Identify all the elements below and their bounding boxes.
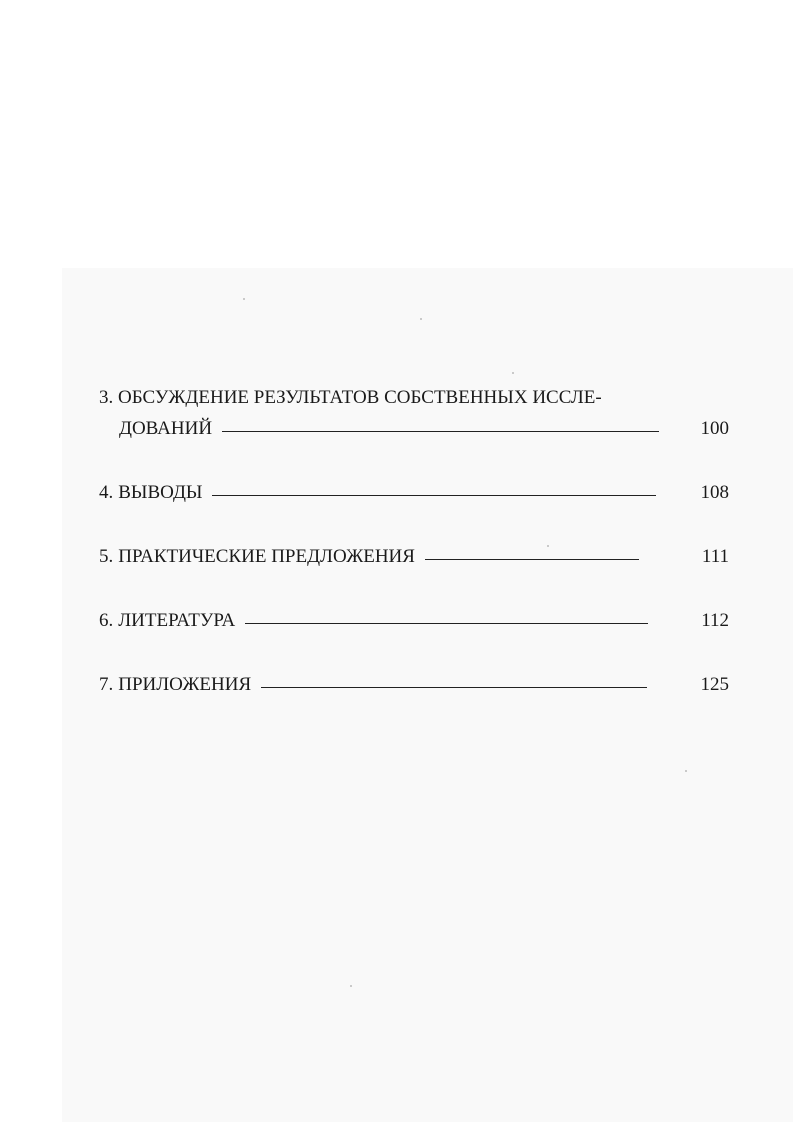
toc-entry-number: 3. [99, 387, 114, 408]
toc-page-number: 108 [700, 482, 729, 503]
toc-page-number: 112 [701, 610, 729, 631]
toc-entry-title: ЛИТЕРАТУРА [118, 610, 236, 631]
toc-entry-number: 5. [99, 546, 114, 567]
table-of-contents [99, 382, 739, 733]
toc-entry-title-continued: ДОВАНИЙ [119, 418, 213, 439]
toc-leader-line [222, 431, 659, 432]
toc-page-number: 125 [700, 674, 729, 695]
toc-entry-title: ВЫВОДЫ [118, 482, 203, 503]
toc-entry-number: 7. [99, 674, 114, 695]
toc-leader-line [212, 495, 656, 496]
toc-page-number: 111 [701, 546, 729, 567]
toc-entry-5 [99, 541, 739, 572]
toc-entry-4 [99, 477, 739, 508]
scan-speck [243, 298, 245, 300]
toc-leader-line [261, 687, 647, 688]
scan-speck [350, 985, 352, 987]
toc-entry-number: 4. [99, 482, 114, 503]
toc-entry-7 [99, 669, 739, 700]
scan-speck [685, 770, 687, 772]
toc-leader-line [245, 623, 648, 624]
scan-speck [420, 318, 422, 320]
toc-page-number: 100 [700, 418, 729, 439]
scan-speck [512, 372, 514, 374]
toc-entry-3 [99, 382, 739, 444]
toc-leader-line [425, 559, 639, 560]
toc-entry-title: ПРИЛОЖЕНИЯ [118, 674, 252, 695]
toc-entry-title: ПРАКТИЧЕСКИЕ ПРЕДЛОЖЕНИЯ [118, 546, 415, 567]
toc-entry-6 [99, 605, 739, 636]
toc-entry-number: 6. [99, 610, 114, 631]
toc-entry-title: ОБСУЖДЕНИЕ РЕЗУЛЬТАТОВ СОБСТВЕННЫХ ИССЛЕ- [118, 387, 602, 408]
